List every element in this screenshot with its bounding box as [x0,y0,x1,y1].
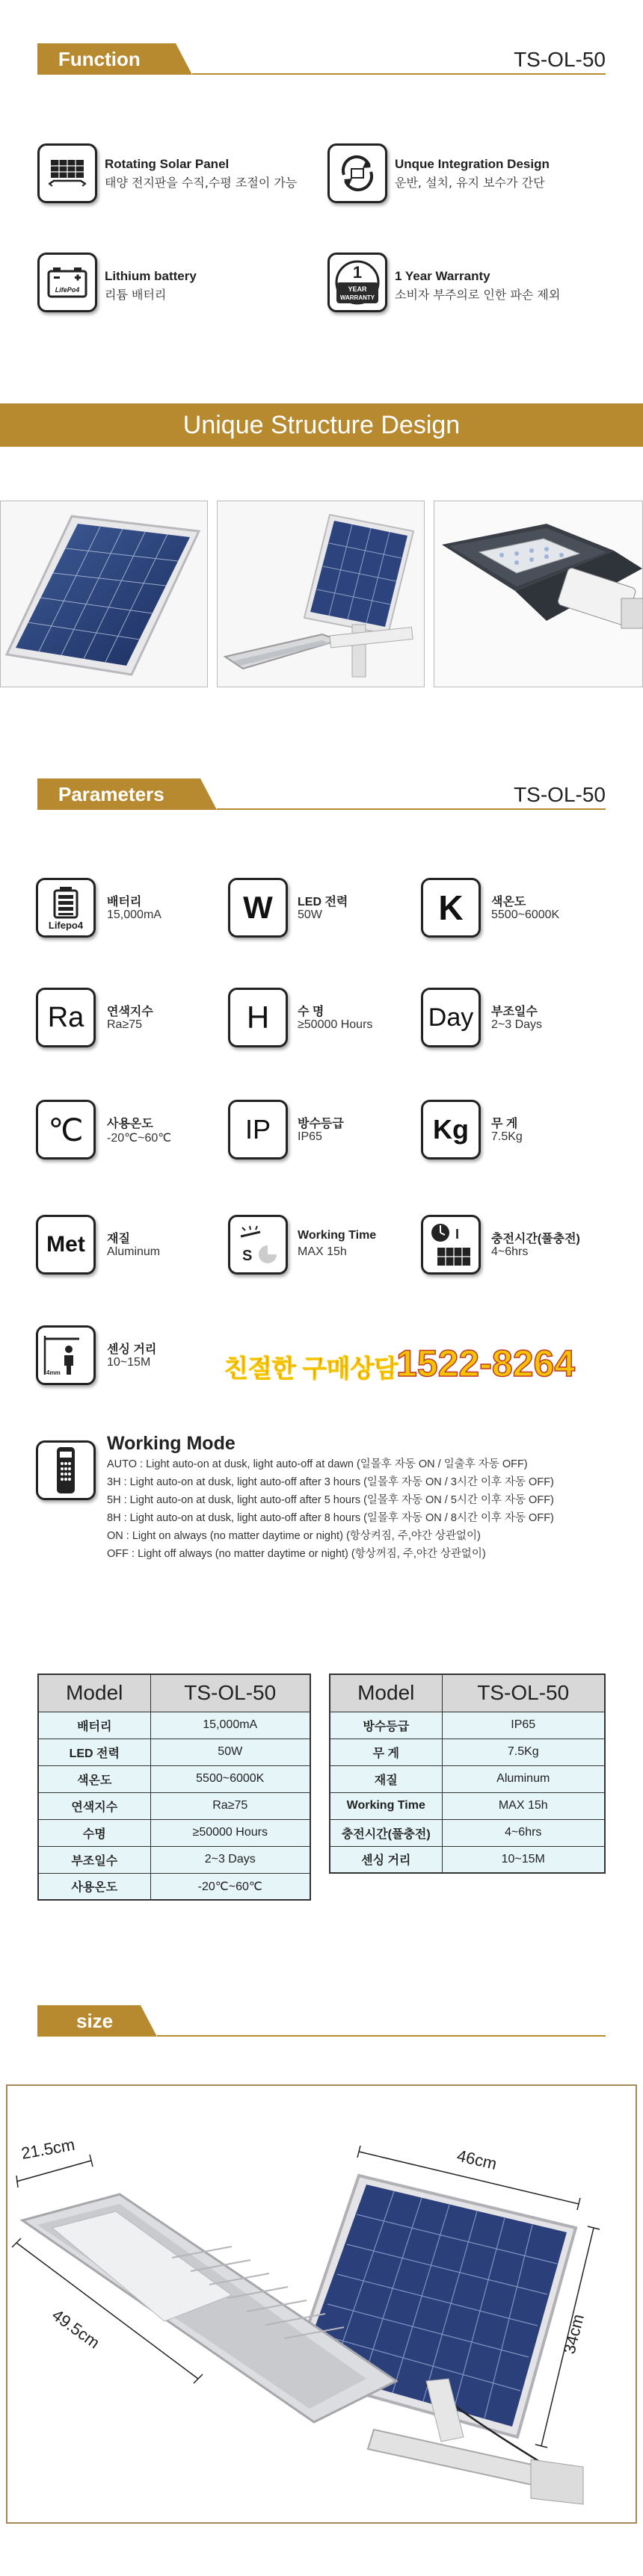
param-value: 50W [298,908,322,921]
solar-panel-icon [37,143,97,203]
param-value: 4~6hrs [491,1245,529,1258]
param-value: Aluminum [107,1245,161,1258]
working-mode-line: OFF : Light off always (no matter daytime or night) (항상꺼짐, 주,야간 상관없이) [107,1548,486,1560]
spec-table-left [37,1674,311,1901]
param-label: 센싱 거리 [107,1343,157,1356]
param-label: 무 게 [491,1118,518,1130]
table-cell: -20℃~60℃ [150,1873,310,1900]
table-cell: 방수등급 [330,1712,442,1739]
param-label: 충전시간(풀충전) [491,1233,580,1245]
header-divider [157,2035,606,2037]
table-header: Model [330,1674,442,1712]
solar-panel-photo [0,501,208,687]
svg-text:I: I [455,1227,460,1242]
parameters-model-title: TS-OL-50 [514,783,606,806]
table-cell: LED 전력 [38,1739,150,1765]
svg-text:46cm: 46cm [455,2146,499,2173]
working-mode-line: 3H : Light auto-on at dusk, light auto-off after 3 hours (일몰후 자동 ON / 3시간 이후 자동 OFF) [107,1476,554,1488]
param-value: ≥50000 Hours [298,1018,373,1031]
header-divider [217,808,606,810]
table-cell: 사용온도 [38,1873,150,1900]
table-cell: 연색지수 [38,1792,150,1819]
svg-text:1: 1 [352,263,363,282]
table-cell: IP65 [442,1712,605,1739]
parameters-label: Parameters [37,778,200,810]
assembled-lamp-photo [217,501,425,687]
size-header [37,2005,606,2037]
feature-title: Rotating Solar Panel [105,157,230,171]
param-value: Ra≥75 [107,1018,143,1031]
param-value: -20℃~60℃ [107,1132,172,1145]
purchase-consult-text: 친절한 구매상담 [224,1354,399,1382]
day-icon: Day [421,988,481,1047]
table-row [330,1765,605,1792]
phone-number[interactable]: 1522-8264 [396,1343,576,1384]
table-cell: Aluminum [442,1765,605,1792]
param-value: 2~3 Days [491,1018,543,1031]
table-row [38,1765,310,1792]
function-label: Function [37,43,176,75]
table-cell: 배터리 [38,1712,150,1739]
led-head-photo [434,501,643,687]
param-label: 재질 [107,1233,130,1245]
sensing-distance-icon [36,1325,96,1385]
svg-text:49.5cm: 49.5cm [49,2305,104,2353]
ra-icon: Ra [36,988,96,1047]
table-row [38,1712,310,1739]
param-label: 배터리 [107,896,142,908]
table-cell: 10~15M [442,1846,605,1873]
material-icon: Met [36,1215,96,1275]
param-label: 연색지수 [107,1006,153,1018]
table-cell: 50W [150,1739,310,1765]
hours-icon: H [228,988,288,1047]
svg-text:Lifepo4: Lifepo4 [48,920,84,931]
param-label: Working Time [298,1229,377,1242]
size-label: size [37,2005,141,2037]
param-value: IP65 [298,1130,322,1143]
table-row [38,1846,310,1873]
svg-text:YEAR: YEAR [348,285,367,293]
feature-desc: 리튬 배터리 [105,288,167,302]
feature-title: Unque Integration Design [395,157,550,171]
battery-icon [37,253,97,312]
table-row [330,1739,605,1765]
working-mode-line: AUTO : Light auto-on at dusk, light auto-off at dawn (일몰후 자동 ON / 일출후 자동 OFF) [107,1458,528,1470]
param-value: MAX 15h [298,1245,347,1258]
working-mode-title: Working Mode [107,1433,236,1454]
feature-desc: 소비자 부주의로 인한 파손 제외 [395,288,561,302]
table-cell: Working Time [330,1792,442,1819]
feature-title: 1 Year Warranty [395,269,490,283]
table-cell: 15,000mA [150,1712,310,1739]
param-value: 15,000mA [107,908,161,921]
param-value: 5500~6000K [491,908,560,921]
table-cell: ≥50000 Hours [150,1819,310,1846]
table-cell: 7.5Kg [442,1739,605,1765]
table-header: TS-OL-50 [442,1674,605,1712]
table-row [38,1873,310,1900]
param-label: 수 명 [298,1006,324,1018]
working-mode-list [107,1455,623,1563]
header-divider [192,73,606,75]
table-row [330,1819,605,1846]
param-label: 부조일수 [491,1006,538,1018]
kelvin-icon: K [421,878,481,938]
working-mode-line: 5H : Light auto-on at dusk, light auto-off after 5 hours (일몰후 자동 ON / 5시간 이후 자동 OFF) [107,1494,554,1506]
param-value: 7.5Kg [491,1130,523,1143]
table-cell: 재질 [330,1765,442,1792]
table-cell: 수명 [38,1819,150,1846]
warranty-badge-icon [327,253,387,312]
table-cell: 무 게 [330,1739,442,1765]
working-mode-line: ON : Light on always (no matter daytime or night) (항상켜짐, 주,야간 상관없이) [107,1530,481,1542]
table-cell: 5500~6000K [150,1765,310,1792]
working-time-icon [228,1215,288,1275]
table-row [38,1819,310,1846]
svg-text:21.5cm: 21.5cm [19,2134,76,2163]
table-header-row [330,1674,605,1712]
table-row [38,1739,310,1765]
param-value: 10~15M [107,1356,151,1369]
svg-text:LifePo4: LifePo4 [55,286,80,294]
charging-time-icon [421,1215,481,1275]
param-label: LED 전력 [298,896,348,908]
ip-icon: IP [228,1100,288,1159]
feature-title: Lithium battery [105,269,197,283]
table-cell: 색온도 [38,1765,150,1792]
kg-icon: Kg [421,1100,481,1159]
table-header: Model [38,1674,150,1712]
table-row [330,1712,605,1739]
led-watt-icon: W [228,878,288,938]
celsius-icon: ℃ [36,1100,96,1159]
table-cell: MAX 15h [442,1792,605,1819]
remote-control-icon [36,1440,96,1500]
svg-text:34cm: 34cm [559,2312,588,2356]
svg-text:S: S [242,1248,253,1264]
table-row [38,1792,310,1819]
param-label: 색온도 [491,896,526,908]
table-cell: 4~6hrs [442,1819,605,1846]
feature-desc: 태양 전지판을 수직,수평 조절이 가능 [105,176,298,190]
structure-banner: Unique Structure Design [0,403,643,447]
svg-text:4mm: 4mm [46,1369,61,1376]
feature-desc: 운반, 설치, 유지 보수가 간단 [395,176,545,190]
table-cell: 2~3 Days [150,1846,310,1873]
table-header-row [38,1674,310,1712]
param-label: 사용온도 [107,1118,153,1130]
working-mode-line: 8H : Light auto-on at dusk, light auto-off after 8 hours (일몰후 자동 ON / 8시간 이후 자동 OFF) [107,1512,554,1524]
rotate-arrows-icon [327,143,387,203]
function-model-title: TS-OL-50 [514,48,606,71]
table-cell: 부조일수 [38,1846,150,1873]
table-cell: 충전시간(풀충전) [330,1819,442,1846]
table-row [330,1846,605,1873]
svg-text:WARRANTY: WARRANTY [339,294,375,301]
param-label: 방수등급 [298,1118,344,1130]
table-row [330,1792,605,1819]
table-cell: Ra≥75 [150,1792,310,1819]
size-diagram [6,2084,637,2524]
table-header: TS-OL-50 [150,1674,310,1712]
battery-lifepo4-icon [36,878,96,938]
spec-table-right [329,1674,606,1874]
table-cell: 센싱 거리 [330,1846,442,1873]
